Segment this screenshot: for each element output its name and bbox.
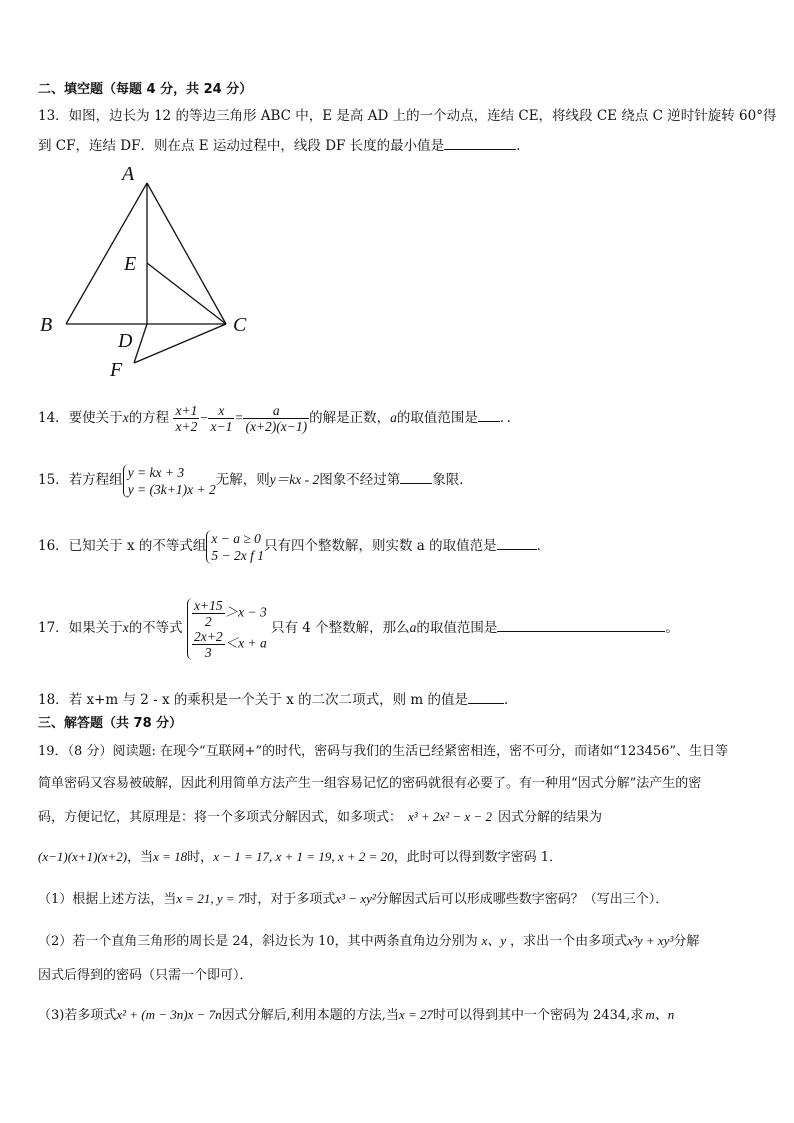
q14-answer-blank[interactable]: [478, 409, 500, 422]
q17-mid: 的不等式: [128, 620, 183, 636]
q19-line2: 简单密码又容易被破解，因此利用简单方法产生一组容易记忆的密码就很有必要了。有一种用“因式分解”法产生的密: [38, 776, 702, 791]
q19-line1: 19．（8 分）阅读题: 在现今“互联网+”的时代，密码与我们的生活已经紧密相连，密不可分，而诸如“123456”、生日等: [38, 744, 729, 759]
label-b: B: [40, 314, 53, 336]
q13-triangle-figure: [30, 160, 270, 385]
q14-equals: =: [234, 410, 244, 425]
q19-line3: 码，方便记忆，其原理是：将一个多项式分解因式，如多项式： x³ + 2x² − x − 2 因式分解的结果为: [38, 809, 602, 825]
q14-suffix: 的解是正数，: [309, 410, 391, 426]
q13-text: 到 CF，连结 DF．则在点 E 运动过程中，线段 DF 长度的最小值是: [38, 138, 445, 154]
q17: [38, 588, 679, 668]
q15-function: y＝kx - 2: [269, 472, 320, 487]
label-e: E: [124, 253, 137, 275]
q14-fraction-3: $\frac{a}{(x+2)(x-1)}$: [245, 403, 308, 434]
q19-part3: （3)若多项式x² + (m − 3n)x − 7n因式分解后,利用本题的方法,当x = 27时可以得到其中一个密码为 2434,求 m、n: [38, 1007, 675, 1023]
q16-system: x − a ≥ 0 5 − 2x f 1: [206, 530, 264, 564]
q17-system: $\frac{x+15}{2}$ ＞x − 3 $\frac{2x+2}{3}$ ＜x + a: [187, 598, 267, 660]
q15: [38, 458, 473, 502]
q19-polynomial: x³ + 2x² − x − 2: [408, 809, 492, 824]
q14-suffix2: 的取值范围是: [396, 410, 478, 426]
q17-var: x: [122, 620, 129, 635]
q14-prefix: 14．要使关于: [38, 410, 123, 426]
section-heading-fill-in: 二、填空题（每题 4 分，共 24 分）: [38, 82, 253, 97]
segment-df: [134, 324, 147, 363]
section-heading-answers: 三、解答题（共 78 分）: [38, 716, 183, 731]
q16-prefix: 16．已知关于 x 的不等式组: [38, 538, 207, 554]
q17-suffix: 只有 4 个整数解，那么: [271, 620, 410, 636]
q14-mid: 的方程: [128, 410, 170, 426]
q19-line4: (x−1)(x+1)(x+2)，当x = 18时，x − 1 = 17, x + 1 = 19, x + 2 = 20，此时可以得到数字密码 1．: [38, 849, 563, 865]
q19-part2-line2: 因式后得到的密码（只需一个即可）．: [38, 968, 253, 983]
q14-fraction-2: $\frac{x}{x-1}$: [210, 403, 233, 434]
q18-end: ．: [504, 692, 518, 708]
q13-answer-blank[interactable]: [444, 137, 516, 150]
q13-end: ．: [516, 138, 530, 154]
q15-system: y = kx + 3 y = (3k+1)x + 2: [123, 464, 216, 498]
segment-cf: [134, 324, 226, 363]
q15-mid: 无解，则: [215, 472, 270, 488]
q14-fraction-1: $\frac{x+1}{x+2}$: [175, 403, 198, 434]
q18-answer-blank[interactable]: [468, 691, 504, 704]
label-a: A: [122, 163, 135, 185]
q14-a: a: [390, 410, 397, 425]
q19-part2: （2）若一个直角三角形的周长是 24，斜边长为 10，其中两条直角边分别为 x、y ，求出一个由多项式x³y + xy³分解: [38, 933, 700, 949]
q15-end: 象限．: [432, 472, 473, 488]
q17-suffix2: 的取值范围是: [416, 620, 498, 636]
q17-answer-blank[interactable]: [497, 619, 665, 632]
q18-text: 18．若 x+m 与 2 - x 的乘积是一个关于 x 的二次二项式，则 m 的值是: [38, 692, 468, 708]
q16: [38, 524, 550, 568]
q17-prefix: 17．如果关于: [38, 620, 123, 636]
q18: [38, 688, 518, 708]
q14-var: x: [122, 410, 129, 425]
q13-line2: [38, 134, 530, 154]
label-d: D: [118, 330, 133, 352]
q16-suffix: 只有四个整数解，则实数 a 的取值范是: [263, 538, 497, 554]
q16-end: ．: [536, 538, 551, 554]
side-ac: [147, 183, 226, 324]
label-f: F: [110, 359, 123, 381]
q16-answer-blank[interactable]: [497, 537, 537, 550]
q17-end: 。: [665, 620, 679, 636]
q13-line1: 13．如图，边长为 12 的等边三角形 ABC 中，E 是高 AD 上的一个动点，连结 CE，将线段 CE 绕点 C 逆时针旋转 60°得: [38, 108, 777, 124]
q15-suffix: 图象不经过第: [319, 472, 401, 488]
segment-ce: [147, 263, 226, 324]
q15-prefix: 15．若方程组: [38, 472, 123, 488]
q14: [38, 398, 520, 438]
q15-answer-blank[interactable]: [400, 471, 432, 484]
q17-a: a: [409, 620, 417, 635]
label-c: C: [233, 314, 247, 336]
q14-minus: −: [199, 410, 209, 425]
q19-part1: （1）根据上述方法，当x = 21, y = 7时，对于多项式x³ − xy²分解因式后可以形成哪些数字密码？（写出三个）．: [38, 891, 669, 907]
q14-end: ．．: [499, 410, 521, 426]
